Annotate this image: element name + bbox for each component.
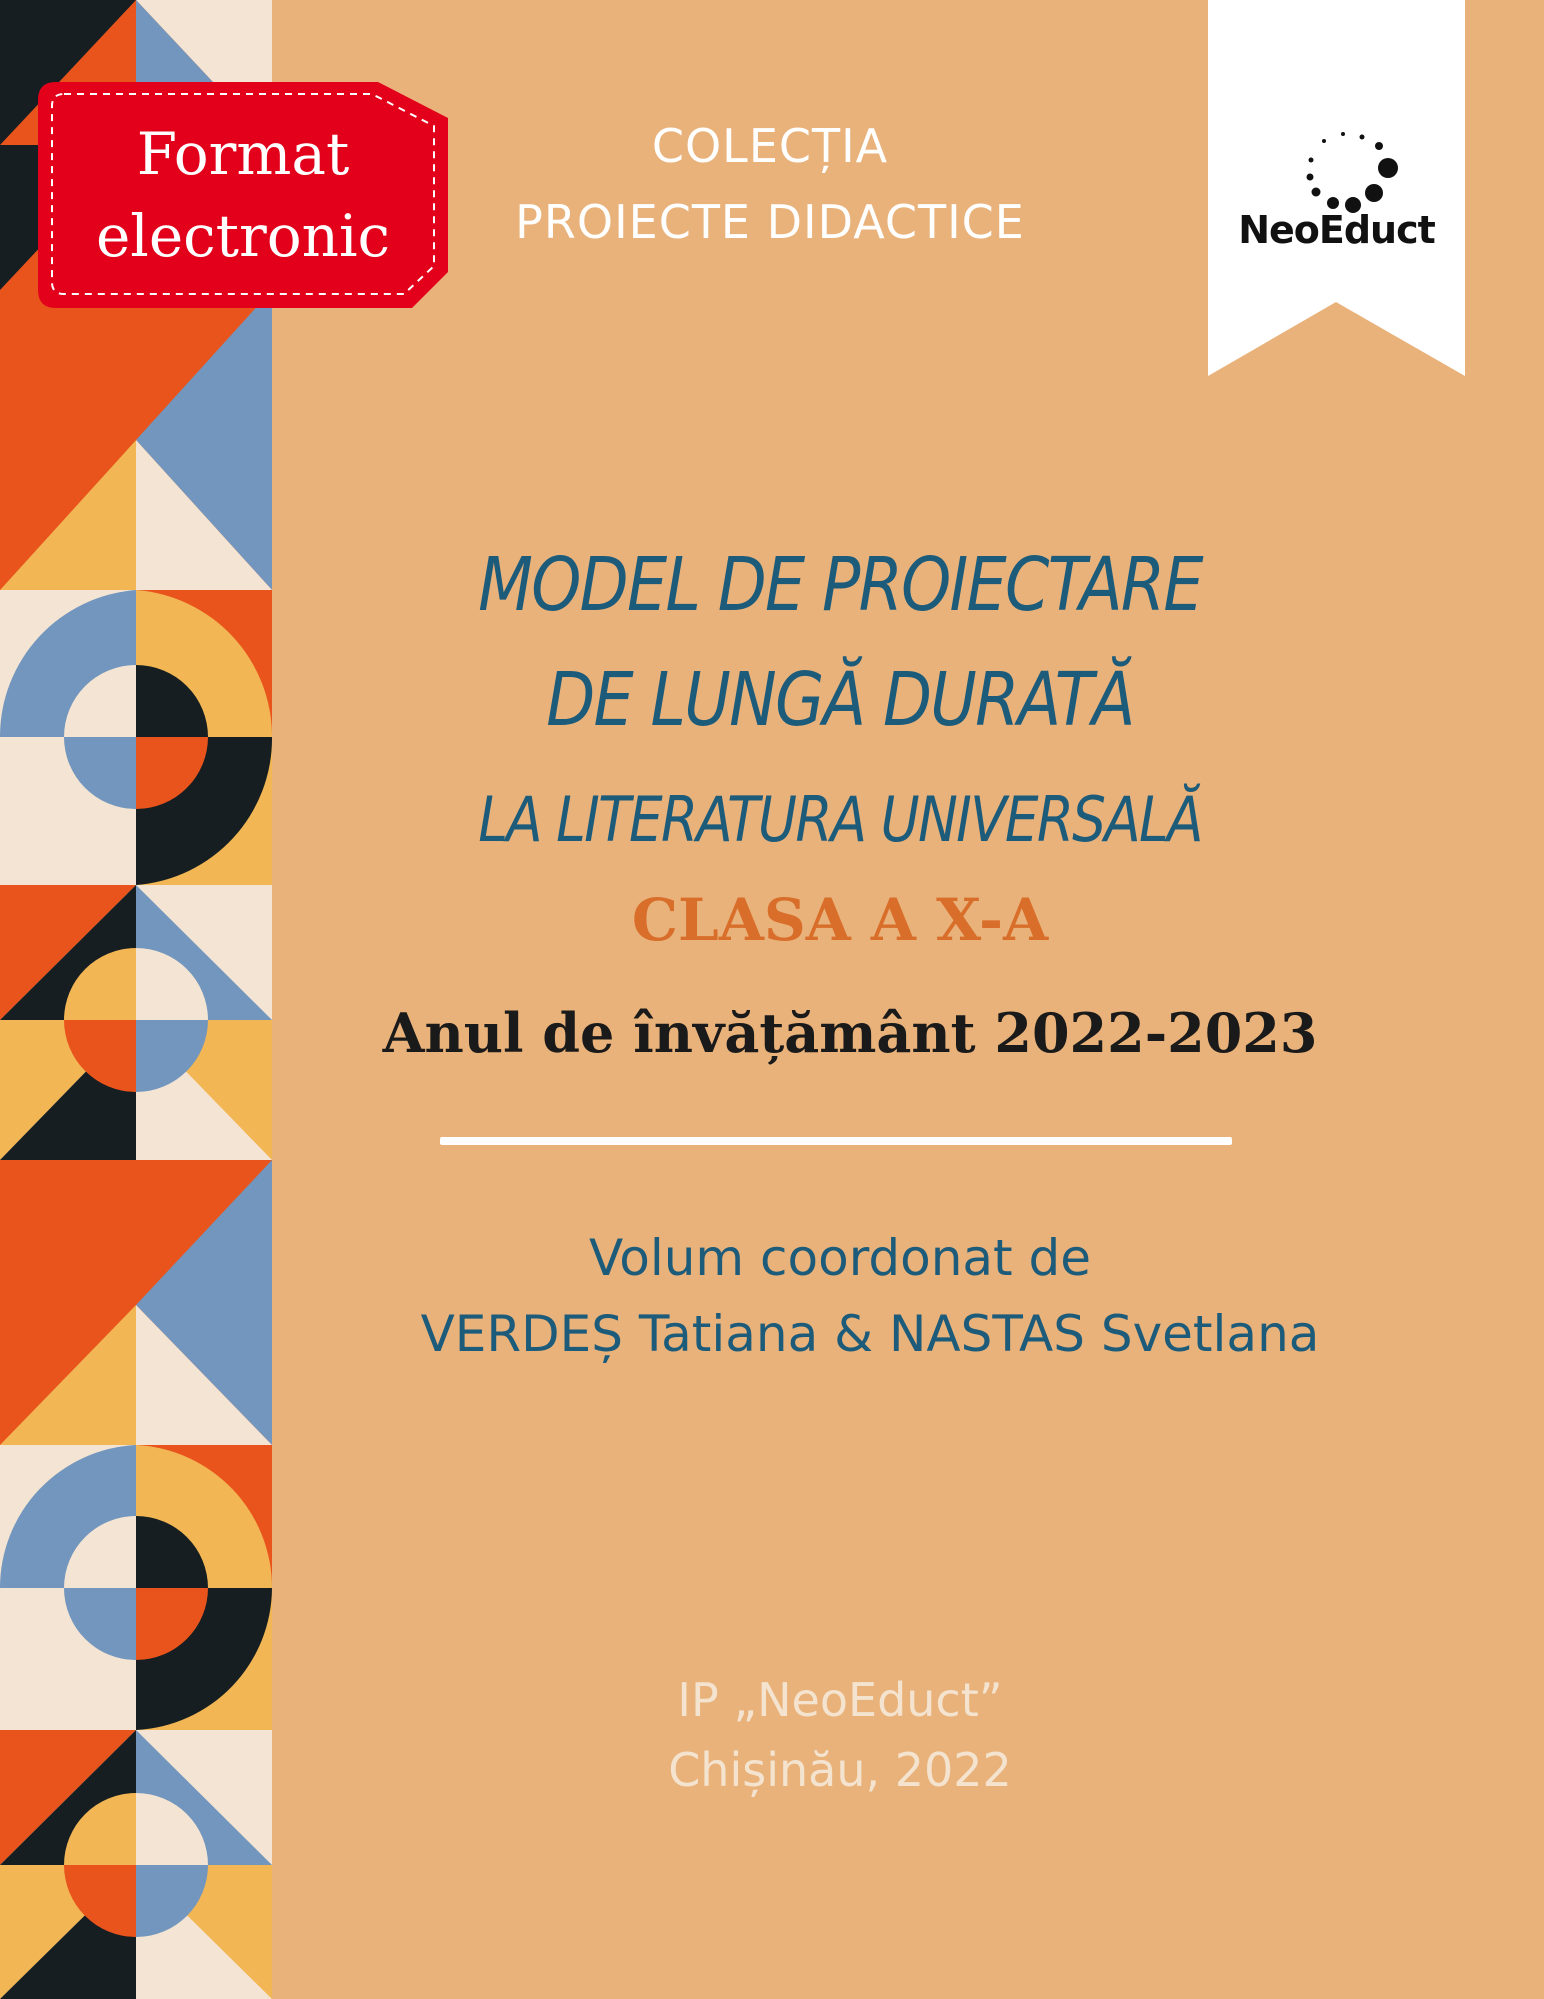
school-year: Anul de învățământ 2022-2023 [382, 1001, 1318, 1065]
collection-heading [440, 108, 1100, 260]
title-line-1: MODEL DE PROIECTARE [478, 542, 1202, 628]
logo-text: NeoEduct [1238, 208, 1435, 252]
class-label: CLASA A X-A [631, 886, 1049, 954]
coordinators-label: Volum coordonat de [588, 1229, 1092, 1287]
format-badge-text [38, 82, 448, 308]
logo-bookmark [1208, 0, 1465, 376]
coordinators-names: VERDEȘ Tatiana & NASTAS Svetlana [420, 1305, 1320, 1363]
title-line-3: LA LITERATURA UNIVERSALĂ [478, 783, 1202, 856]
collection-line-1: COLECȚIA [651, 119, 889, 173]
publisher-name: IP „NeoEduct” [677, 1673, 1003, 1727]
badge-line-1: Format [136, 120, 350, 188]
title-line-2: DE LUNGĂ DURATĂ [546, 657, 1134, 743]
badge-line-2: electronic [95, 202, 391, 270]
publisher-place-year: Chișinău, 2022 [668, 1743, 1012, 1797]
divider-line [440, 1137, 1232, 1145]
collection-line-2: PROIECTE DIDACTICE [515, 195, 1025, 249]
